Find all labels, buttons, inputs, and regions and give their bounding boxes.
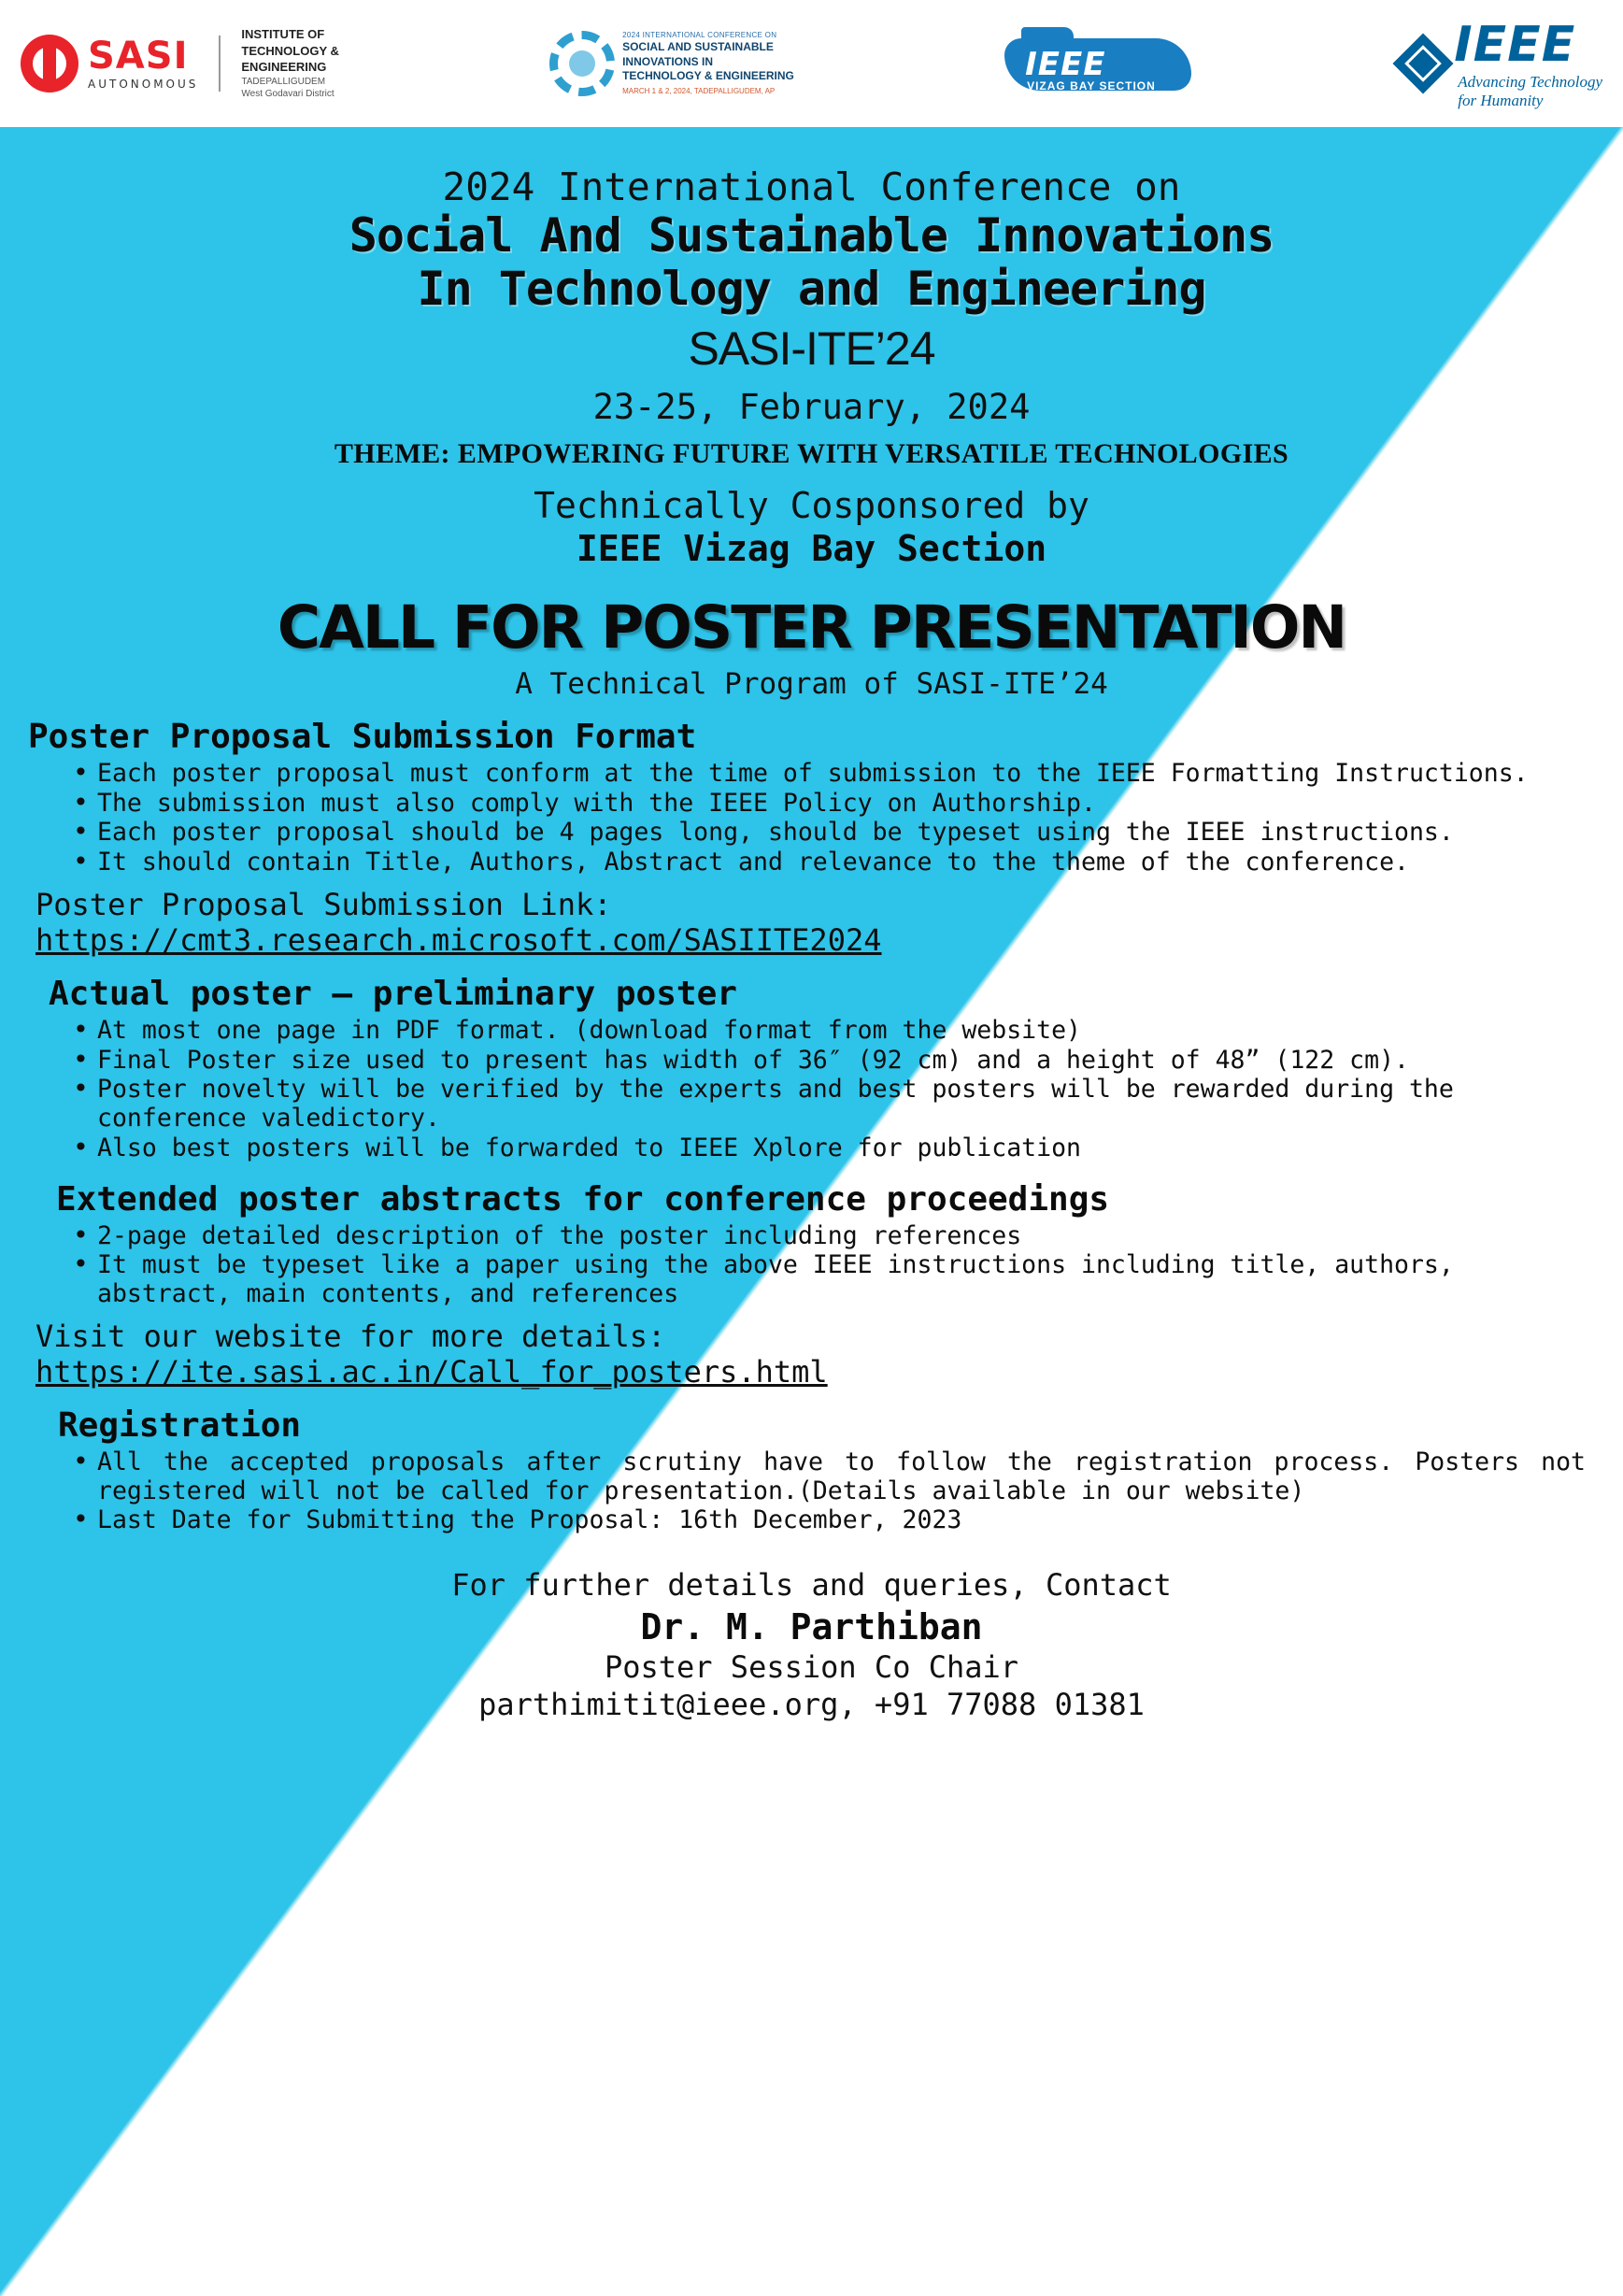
website-link-label: Visit our website for more details: [36,1318,666,1354]
conference-year-line: 2024 International Conference on [442,164,1181,209]
logo-divider [219,36,221,92]
list-item: • At most one page in PDF format. (download format from the website) [97,1017,1595,1046]
page-title: CALL FOR POSTER PRESENTATION [277,593,1346,662]
conference-logo-bottom: MARCH 1 & 2, 2024, TADEPALLIGUDEM, AP [622,86,776,95]
actual-poster-list [28,1017,1595,1163]
conference-title-line2: In Technology and Engineering [417,262,1206,316]
list-item: • All the accepted proposals after scrutiny have to follow the registration process. Posters not registered will not be called for presentation.(Details available in our website) [97,1448,1595,1505]
list-item: • Poster novelty will be verified by the experts and best posters will be rewarded during the conference valedictory. [97,1076,1595,1133]
sasi-institute-line1: INSTITUTE OF [241,27,325,42]
ieee-tagline-line2: for Humanity [1458,92,1544,109]
list-item: • Also best posters will be forwarded to IEEE Xplore for publication [97,1134,1595,1163]
page-subtitle: A Technical Program of SASI-ITE’24 [515,667,1108,701]
ieee-tagline-line1: Advancing Technology [1458,73,1602,92]
section-heading-registration: Registration [58,1405,302,1445]
list-item: • Each poster proposal should be 4 pages long, should be typeset using the IEEE instructions. [97,819,1595,848]
logo-header-strip [0,0,1623,127]
conference-logo-text [622,31,794,97]
sasi-emblem-icon [21,35,78,93]
contact-details: parthimitit@ieee.org, +91 77088 01381 [478,1687,1145,1723]
conference-acronym: SASI-ITE’24 [688,322,935,375]
sasi-institute-line2: TECHNOLOGY & [241,43,339,58]
poster-content [0,127,1623,1722]
sasi-institute-block [241,26,339,101]
conference-logo-top: 2024 INTERNATIONAL CONFERENCE ON [622,30,777,39]
submission-link[interactable]: https://cmt3.research.microsoft.com/SASIITE2024 [36,921,882,958]
section-actual-poster [28,975,1595,1163]
submission-link-label: Poster Proposal Submission Link: [36,886,612,922]
list-item: • The submission must also comply with the IEEE Policy on Authorship. [97,790,1595,819]
conference-title-line1: Social And Sustainable Innovations [349,208,1274,263]
contact-label: For further details and queries, Contact [451,1567,1172,1604]
cosponsor-name: IEEE Vizag Bay Section [576,528,1047,569]
contact-role: Poster Session Co Chair [604,1649,1019,1686]
sasi-institute-line5: West Godavari District [241,89,335,100]
vizag-section-label: VIZAG BAY SECTION [1027,79,1156,93]
contact-footer [28,1567,1595,1722]
section-submission-format [28,718,1595,958]
section-registration [28,1406,1595,1535]
sasi-wordmark [88,34,199,91]
section-heading-submission-format: Poster Proposal Submission Format [28,718,697,756]
sasi-institute-line4: TADEPALLIGUDEM [241,76,326,87]
list-item: • Final Poster size used to present has width of 36″ (92 cm) and a height of 48” (122 cm). [97,1047,1595,1076]
ieee-master-brand-logo [1402,17,1602,109]
ieee-diamond-icon [1393,33,1454,93]
ieee-vizag-bay-logo [1004,25,1191,102]
conference-logo [549,31,794,97]
ieee-wordmark: IEEE [1454,17,1576,74]
conference-dates: 23-25, February, 2024 [592,387,1031,427]
contact-name: Dr. M. Parthiban [640,1606,983,1648]
conference-logo-line1: SOCIAL AND SUSTAINABLE [622,40,774,54]
section-heading-extended-abstracts: Extended poster abstracts for conference proceedings [56,1179,1110,1219]
sasi-name: SASI [88,34,189,78]
vizag-ieee-wordmark: IEEE [1025,46,1106,83]
cosponsor-label: Technically Cosponsored by [534,485,1089,526]
section-extended-abstracts [28,1180,1595,1390]
conference-logo-line3: TECHNOLOGY & ENGINEERING [622,69,794,83]
list-item: • 2-page detailed description of the poster including references [97,1222,1595,1251]
registration-list [28,1448,1595,1535]
section-heading-actual-poster: Actual poster – preliminary poster [49,974,737,1013]
sasi-logo [21,26,339,101]
conference-logo-line2: INNOVATIONS IN [622,54,713,68]
website-link[interactable]: https://ite.sasi.ac.in/Call_for_posters.html [36,1353,828,1390]
sasi-autonomous-label: AUTONOMOUS [88,77,199,91]
submission-format-list [28,760,1595,877]
extended-abstracts-list [28,1222,1595,1309]
list-item: • It must be typeset like a paper using the above IEEE instructions including title, authors, abstract, main contents, and references [97,1251,1595,1308]
list-item: • Last Date for Submitting the Proposal: 16th December, 2023 [97,1506,1595,1535]
list-item: • Each poster proposal must conform at the time of submission to the IEEE Formatting Instructions. [97,760,1595,789]
list-item: • It should contain Title, Authors, Abstract and relevance to the theme of the conference. [97,849,1595,877]
conference-theme: THEME: EMPOWERING FUTURE WITH VERSATILE TECHNOLOGIES [334,438,1289,469]
sasi-institute-line3: ENGINEERING [241,60,327,75]
gear-globe-icon [549,31,615,96]
